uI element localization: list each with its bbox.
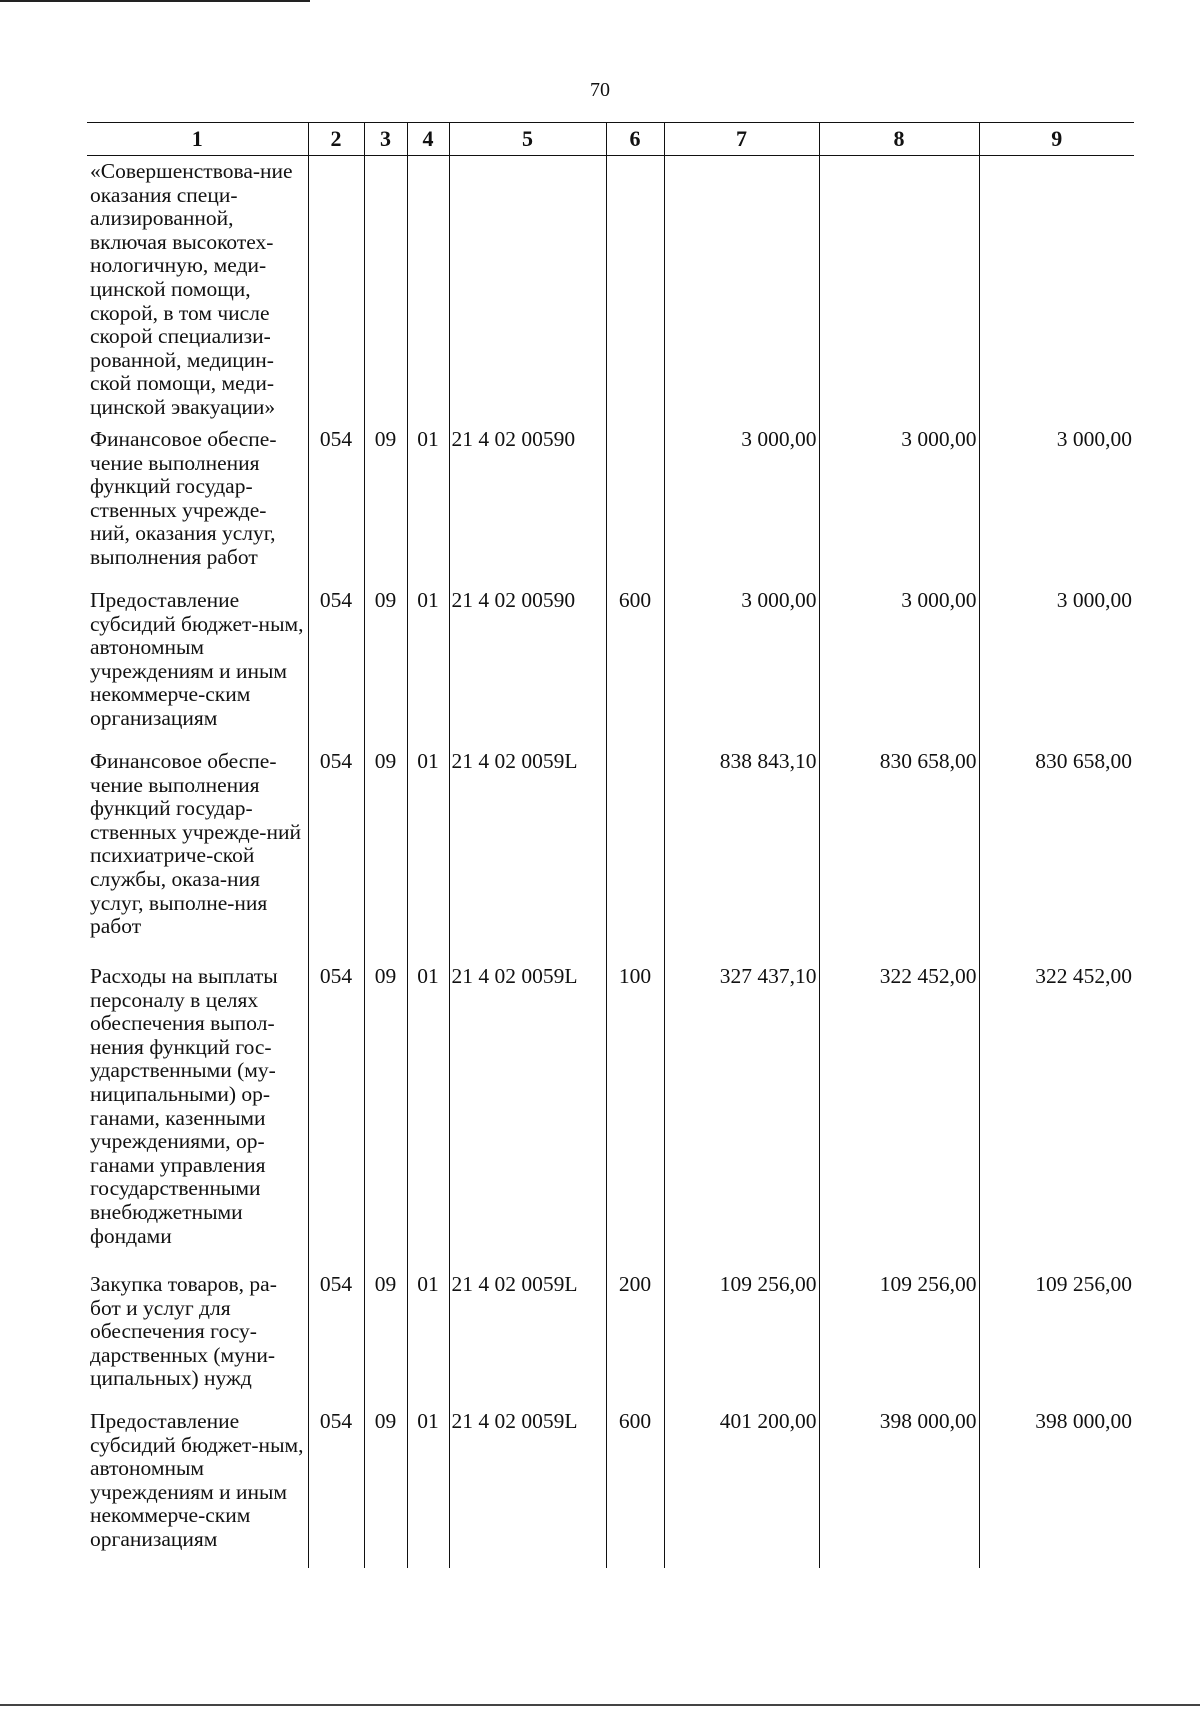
row-name: Предоставление субсидий бюджет-ным, автономным учреждениям и иным некоммерче-ским организациям <box>87 584 308 745</box>
row-subsection-code: 01 <box>407 584 449 745</box>
column-header: 2 <box>308 123 364 156</box>
table-row <box>87 1405 1134 1568</box>
row-ministry-code: 054 <box>308 960 364 1268</box>
row-expense-type: 600 <box>606 584 664 745</box>
row-amount-7: 401 200,00 <box>664 1405 819 1568</box>
row-name: «Совершенствова-ние оказания специ-ализированной, включая высокотех-нологичную, меди-цинской помощи, скорой, в том числе скорой специализи-рованной, медицин-ской помощи, меди-цинской эвакуации» <box>87 156 308 424</box>
row-subsection-code: 01 <box>407 960 449 1268</box>
row-amount-8: 322 452,00 <box>819 960 979 1268</box>
row-expense-type <box>606 745 664 960</box>
row-subsection-code: 01 <box>407 745 449 960</box>
row-expense-type: 200 <box>606 1268 664 1405</box>
row-ministry-code <box>308 156 364 424</box>
row-amount-7: 838 843,10 <box>664 745 819 960</box>
row-section-code: 09 <box>364 1405 407 1568</box>
row-ministry-code: 054 <box>308 423 364 584</box>
row-section-code: 09 <box>364 584 407 745</box>
row-name: Финансовое обеспе-чение выполнения функций государ-ственных учрежде-ний, оказания услуг, выполнения работ <box>87 423 308 584</box>
row-subsection-code: 01 <box>407 1268 449 1405</box>
row-subsection-code: 01 <box>407 423 449 584</box>
column-header: 5 <box>449 123 606 156</box>
row-amount-8: 830 658,00 <box>819 745 979 960</box>
table-row <box>87 960 1134 1268</box>
table-row <box>87 1268 1134 1405</box>
page-number: 70 <box>590 79 610 101</box>
row-name: Финансовое обеспе-чение выполнения функций государ-ственных учрежде-ний психиатриче-ской службы, оказа-ния услуг, выполне-ния работ <box>87 745 308 960</box>
row-ministry-code: 054 <box>308 1405 364 1568</box>
row-expense-type <box>606 156 664 424</box>
table-header-row <box>87 123 1134 156</box>
row-amount-9: 3 000,00 <box>979 584 1134 745</box>
table-row <box>87 423 1134 584</box>
row-amount-7: 109 256,00 <box>664 1268 819 1405</box>
row-amount-9 <box>979 156 1134 424</box>
column-header: 3 <box>364 123 407 156</box>
row-ministry-code: 054 <box>308 584 364 745</box>
row-section-code <box>364 156 407 424</box>
row-amount-9: 109 256,00 <box>979 1268 1134 1405</box>
row-ministry-code: 054 <box>308 745 364 960</box>
table-row <box>87 745 1134 960</box>
scan-edge-top <box>0 0 310 2</box>
row-target-code <box>449 156 606 424</box>
row-name: Расходы на выплаты персоналу в целях обеспечения выпол-нения функций гос-ударственными (му-ниципальными) ор-ганами, казенными учреждениями, ор-ганами управления государственными внебюджетными фондами <box>87 960 308 1268</box>
row-amount-9: 830 658,00 <box>979 745 1134 960</box>
row-target-code: 21 4 02 00590 <box>449 584 606 745</box>
table-row <box>87 584 1134 745</box>
row-expense-type: 100 <box>606 960 664 1268</box>
row-amount-8: 398 000,00 <box>819 1405 979 1568</box>
scan-edge-bottom <box>0 1704 1200 1706</box>
row-amount-8: 3 000,00 <box>819 584 979 745</box>
row-target-code: 21 4 02 0059L <box>449 1268 606 1405</box>
row-section-code: 09 <box>364 960 407 1268</box>
column-header: 6 <box>606 123 664 156</box>
row-section-code: 09 <box>364 1268 407 1405</box>
row-target-code: 21 4 02 00590 <box>449 423 606 584</box>
row-amount-9: 398 000,00 <box>979 1405 1134 1568</box>
row-subsection-code: 01 <box>407 1405 449 1568</box>
row-target-code: 21 4 02 0059L <box>449 745 606 960</box>
column-header: 4 <box>407 123 449 156</box>
row-ministry-code: 054 <box>308 1268 364 1405</box>
budget-table <box>87 122 1134 1568</box>
row-amount-7: 3 000,00 <box>664 584 819 745</box>
row-section-code: 09 <box>364 423 407 584</box>
row-amount-7 <box>664 156 819 424</box>
column-header: 9 <box>979 123 1134 156</box>
row-amount-7: 327 437,10 <box>664 960 819 1268</box>
table-row <box>87 156 1134 424</box>
row-amount-8: 109 256,00 <box>819 1268 979 1405</box>
row-amount-7: 3 000,00 <box>664 423 819 584</box>
column-header: 8 <box>819 123 979 156</box>
row-amount-9: 3 000,00 <box>979 423 1134 584</box>
row-amount-9: 322 452,00 <box>979 960 1134 1268</box>
row-target-code: 21 4 02 0059L <box>449 960 606 1268</box>
row-expense-type: 600 <box>606 1405 664 1568</box>
row-name: Закупка товаров, ра-бот и услуг для обеспечения госу-дарственных (муни-ципальных) нужд <box>87 1268 308 1405</box>
row-subsection-code <box>407 156 449 424</box>
row-section-code: 09 <box>364 745 407 960</box>
row-amount-8: 3 000,00 <box>819 423 979 584</box>
row-target-code: 21 4 02 0059L <box>449 1405 606 1568</box>
row-expense-type <box>606 423 664 584</box>
column-header: 7 <box>664 123 819 156</box>
row-name: Предоставление субсидий бюджет-ным, автономным учреждениям и иным некоммерче-ским организациям <box>87 1405 308 1568</box>
row-amount-8 <box>819 156 979 424</box>
column-header: 1 <box>87 123 308 156</box>
